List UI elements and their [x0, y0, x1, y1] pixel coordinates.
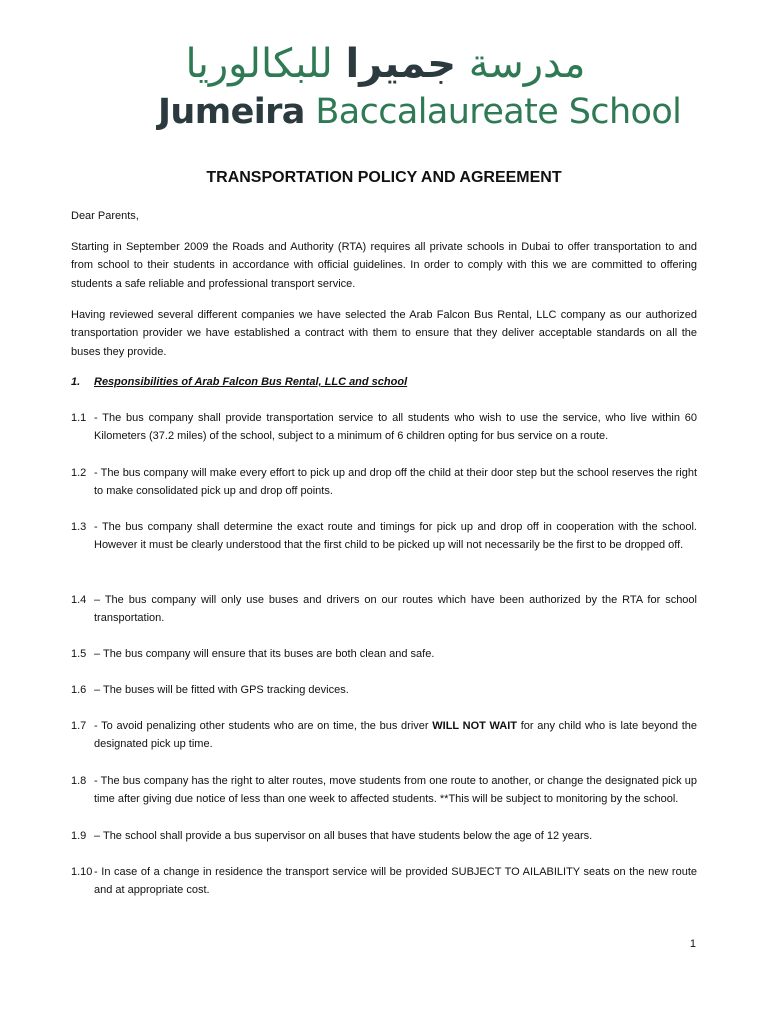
salutation: Dear Parents, — [71, 210, 139, 222]
logo-english-baccalaureate-school: Baccalaureate School — [315, 92, 682, 132]
policy-item-text: - The bus company shall determine the exact route and timings for pick up and drop off in cooperation with the school. However it must be clearly understood that the first child to be picked up will not necessarily be the first to be dropped off. — [94, 521, 697, 552]
policy-item-number: 1.4 — [71, 594, 87, 606]
policy-item-1-7 — [71, 717, 697, 754]
intro-paragraph-2: Having reviewed several different companies we have selected the Arab Falcon Bus Rental, LLC company as our authorized transportation provider we have established a contract with them to ensure that they deliver acceptable standards on all the buses they provide. — [71, 309, 697, 358]
logo-arabic-name — [158, 40, 613, 88]
policy-item-text: - In case of a change in residence the transport service will be provided SUBJECT TO AILABILITY seats on the new route and at appropriate cost. — [94, 866, 697, 897]
policy-item-1-8 — [71, 772, 697, 809]
policy-item-number: 1.5 — [71, 648, 87, 660]
policy-item-1-9 — [71, 827, 697, 845]
policy-item-1-4 — [71, 591, 697, 628]
policy-item-text-end: for any child who is late beyond the designated pick up time. — [94, 720, 697, 751]
logo-arabic-word-school: مدرسة — [468, 41, 586, 87]
policy-item-1-1 — [71, 409, 697, 446]
policy-item-text — [94, 717, 697, 754]
policy-item-text: - The bus company will make every effort to pick up and drop off the child at their door step but the school reserves the right to make consolidated pick up and drop off points. — [94, 467, 697, 498]
policy-item-number: 1.7 — [71, 720, 87, 732]
policy-item-text-emphasis: WILL NOT WAIT — [432, 720, 518, 732]
policy-item-text: - The bus company has the right to alter routes, move students from one route to another, or change the designated pick up time after giving due notice of less than one week to affected students. **This will be subject to monitoring by the school. — [94, 775, 697, 806]
policy-item-number: 1.8 — [71, 775, 87, 787]
section-number: 1. — [71, 376, 81, 388]
policy-item-text: – The buses will be fitted with GPS tracking devices. — [94, 684, 349, 696]
policy-item-1-6 — [71, 681, 697, 699]
policy-item-number: 1.1 — [71, 412, 87, 424]
intro-paragraph-1: Starting in September 2009 the Roads and Authority (RTA) requires all private schools in Dubai to offer transportation to and from school to their students in accordance with official guidelines. In order to comply with this we are committed to offering students a safe reliable and professional transport service. — [71, 241, 697, 290]
policy-item-text: - The bus company shall provide transportation service to all students who wish to use the service, who live within 60 Kilometers (37.2 miles) of the school, subject to a minimum of 6 children opting for bus service on a route. — [94, 412, 697, 443]
logo-arabic-word-baccalaureate: للبكالوريا — [185, 41, 333, 87]
policy-item-1-10 — [71, 863, 697, 900]
policy-item-number: 1.6 — [71, 684, 87, 696]
policy-item-number: 1.9 — [71, 830, 87, 842]
policy-item-number: 1.2 — [71, 467, 87, 479]
policy-item-text: – The school shall provide a bus supervisor on all buses that have students below the age of 12 years. — [94, 830, 593, 842]
policy-item-1-5 — [71, 645, 697, 663]
policy-item-1-2 — [71, 464, 697, 501]
logo-arabic-word-jumeira: جميرا — [345, 41, 457, 87]
policy-item-number: 1.10 — [71, 866, 93, 878]
section-heading-label: Responsibilities of Arab Falcon Bus Rental, LLC and school — [94, 376, 408, 388]
page-number: 1 — [689, 938, 696, 950]
document-title: TRANSPORTATION POLICY AND AGREEMENT — [206, 169, 562, 186]
school-logo — [158, 40, 682, 135]
policy-item-text-start: - To avoid penalizing other students who are on time, the bus driver — [94, 720, 433, 732]
section-heading — [71, 373, 697, 391]
logo-english-name — [158, 90, 682, 134]
logo-english-jumeira: Jumeira — [158, 92, 305, 132]
policy-item-text: – The bus company will ensure that its buses are both clean and safe. — [94, 648, 435, 660]
policy-item-number: 1.3 — [71, 521, 87, 533]
policy-item-text: – The bus company will only use buses and drivers on our routes which have been authorized by the RTA for school transportation. — [94, 594, 697, 625]
policy-item-1-3 — [71, 518, 697, 555]
